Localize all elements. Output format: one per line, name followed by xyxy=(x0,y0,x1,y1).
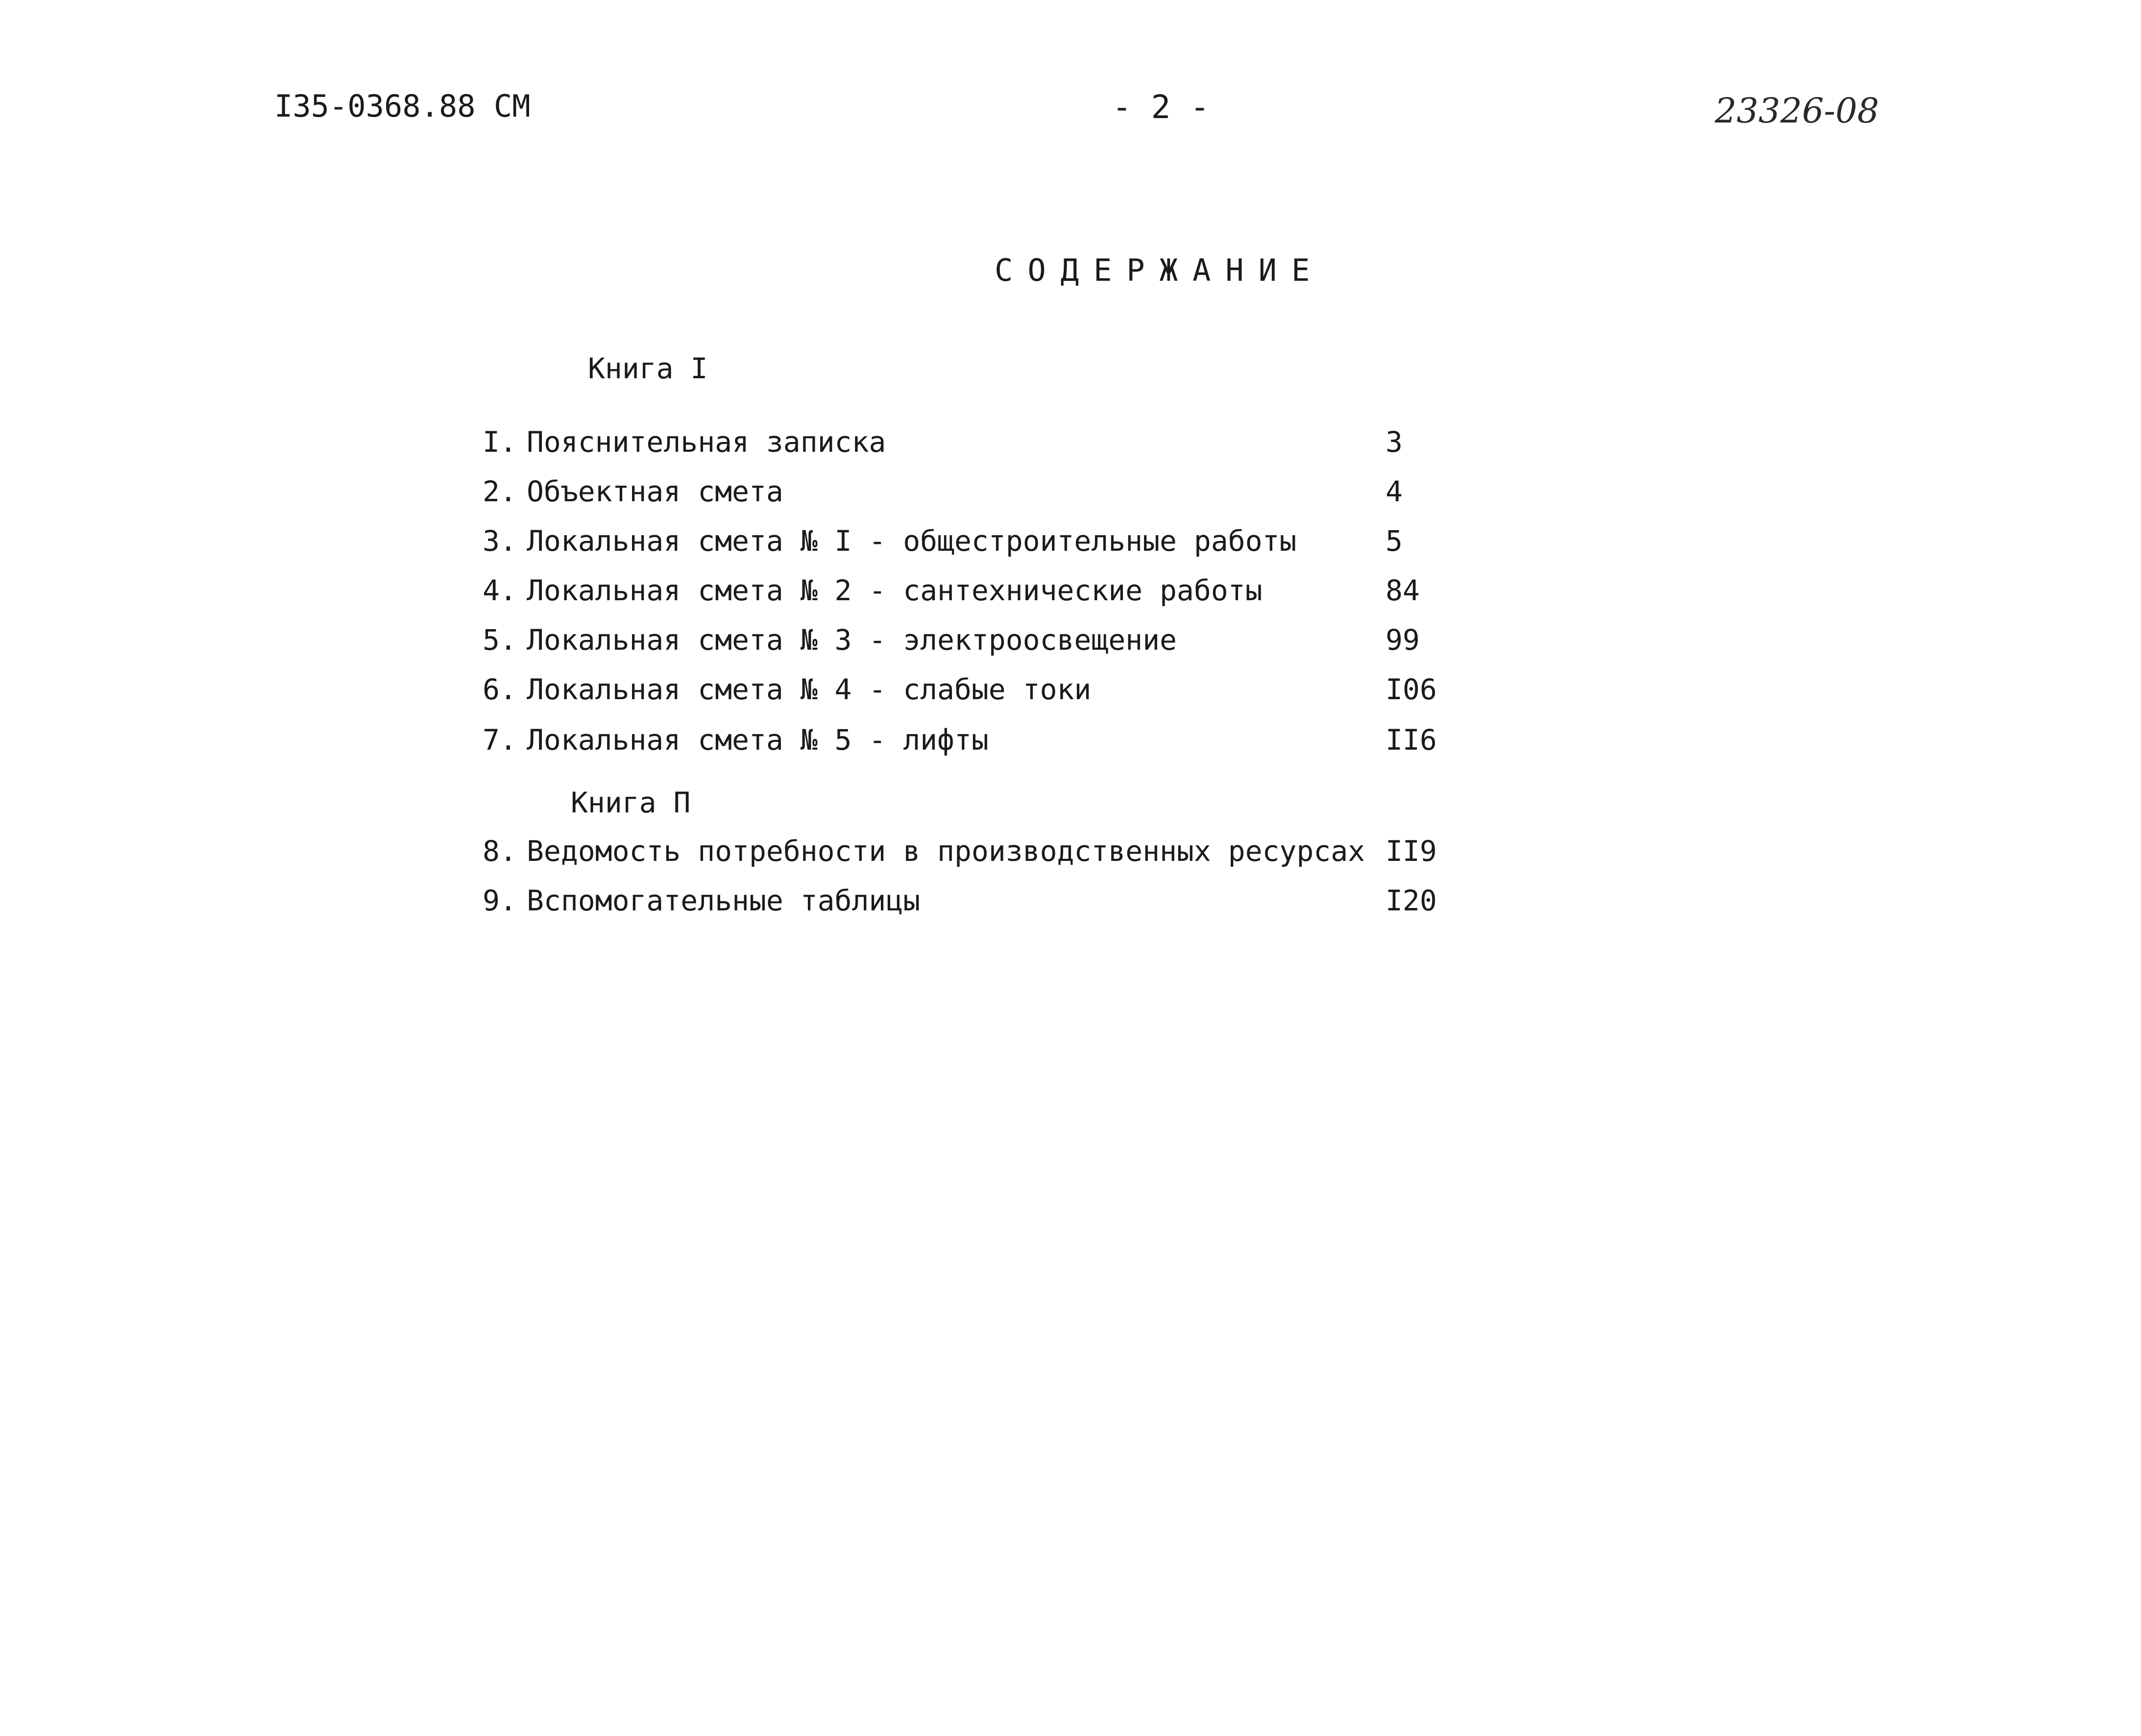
page-number: - 2 - xyxy=(1112,88,1210,126)
toc-entry-text: Локальная смета № 3 - электроосвещение xyxy=(527,623,1177,657)
handwritten-number: 23326-08 xyxy=(1715,91,1879,131)
toc-entry-3 xyxy=(483,524,1296,558)
toc-entry-text: Локальная смета № I - общестроительные работы xyxy=(527,524,1297,558)
toc-entry-2-page: 4 xyxy=(1386,475,1403,508)
toc-entry-1 xyxy=(483,425,886,459)
toc-entry-6 xyxy=(483,673,1091,706)
toc-entry-text: Локальная смета № 5 - лифты xyxy=(527,723,989,757)
toc-entry-6-page: I06 xyxy=(1386,673,1437,706)
document-code: I35-0368.88 СМ xyxy=(274,88,531,124)
toc-entry-number: I. xyxy=(483,425,517,459)
toc-entry-4-page: 84 xyxy=(1386,574,1420,607)
toc-entry-number: 7. xyxy=(483,723,517,757)
toc-entry-8 xyxy=(483,834,1365,868)
book-1-heading: Книга I xyxy=(588,352,708,385)
toc-entry-number: 9. xyxy=(483,884,517,917)
toc-entry-9-page: I20 xyxy=(1386,884,1437,917)
toc-entry-5-page: 99 xyxy=(1386,623,1420,657)
toc-entry-7 xyxy=(483,723,989,757)
book-2-heading: Книга П xyxy=(571,786,691,819)
toc-entry-8-page: II9 xyxy=(1386,834,1437,868)
toc-entry-text: Вспомогательные таблицы xyxy=(527,884,921,917)
toc-entry-number: 3. xyxy=(483,524,517,558)
toc-entry-number: 6. xyxy=(483,673,517,706)
toc-entry-1-page: 3 xyxy=(1386,425,1403,459)
toc-entry-text: Объектная смета xyxy=(527,475,783,508)
toc-entry-4 xyxy=(483,574,1263,607)
toc-entry-text: Ведомость потребности в производственных ресурсах xyxy=(527,834,1365,868)
toc-entry-number: 5. xyxy=(483,623,517,657)
toc-title: СОДЕРЖАНИЕ xyxy=(995,252,1325,288)
toc-entry-7-page: II6 xyxy=(1386,723,1437,757)
toc-entry-text: Пояснительная записка xyxy=(527,425,886,459)
toc-entry-9 xyxy=(483,884,920,917)
toc-entry-text: Локальная смета № 2 - сантехнические работы xyxy=(527,574,1263,607)
toc-entry-number: 4. xyxy=(483,574,517,607)
toc-entry-number: 8. xyxy=(483,834,517,868)
toc-entry-3-page: 5 xyxy=(1386,524,1403,558)
toc-entry-5 xyxy=(483,623,1177,657)
toc-entry-text: Локальная смета № 4 - слабые токи xyxy=(527,673,1092,706)
toc-entry-2 xyxy=(483,475,783,508)
toc-entry-number: 2. xyxy=(483,475,517,508)
